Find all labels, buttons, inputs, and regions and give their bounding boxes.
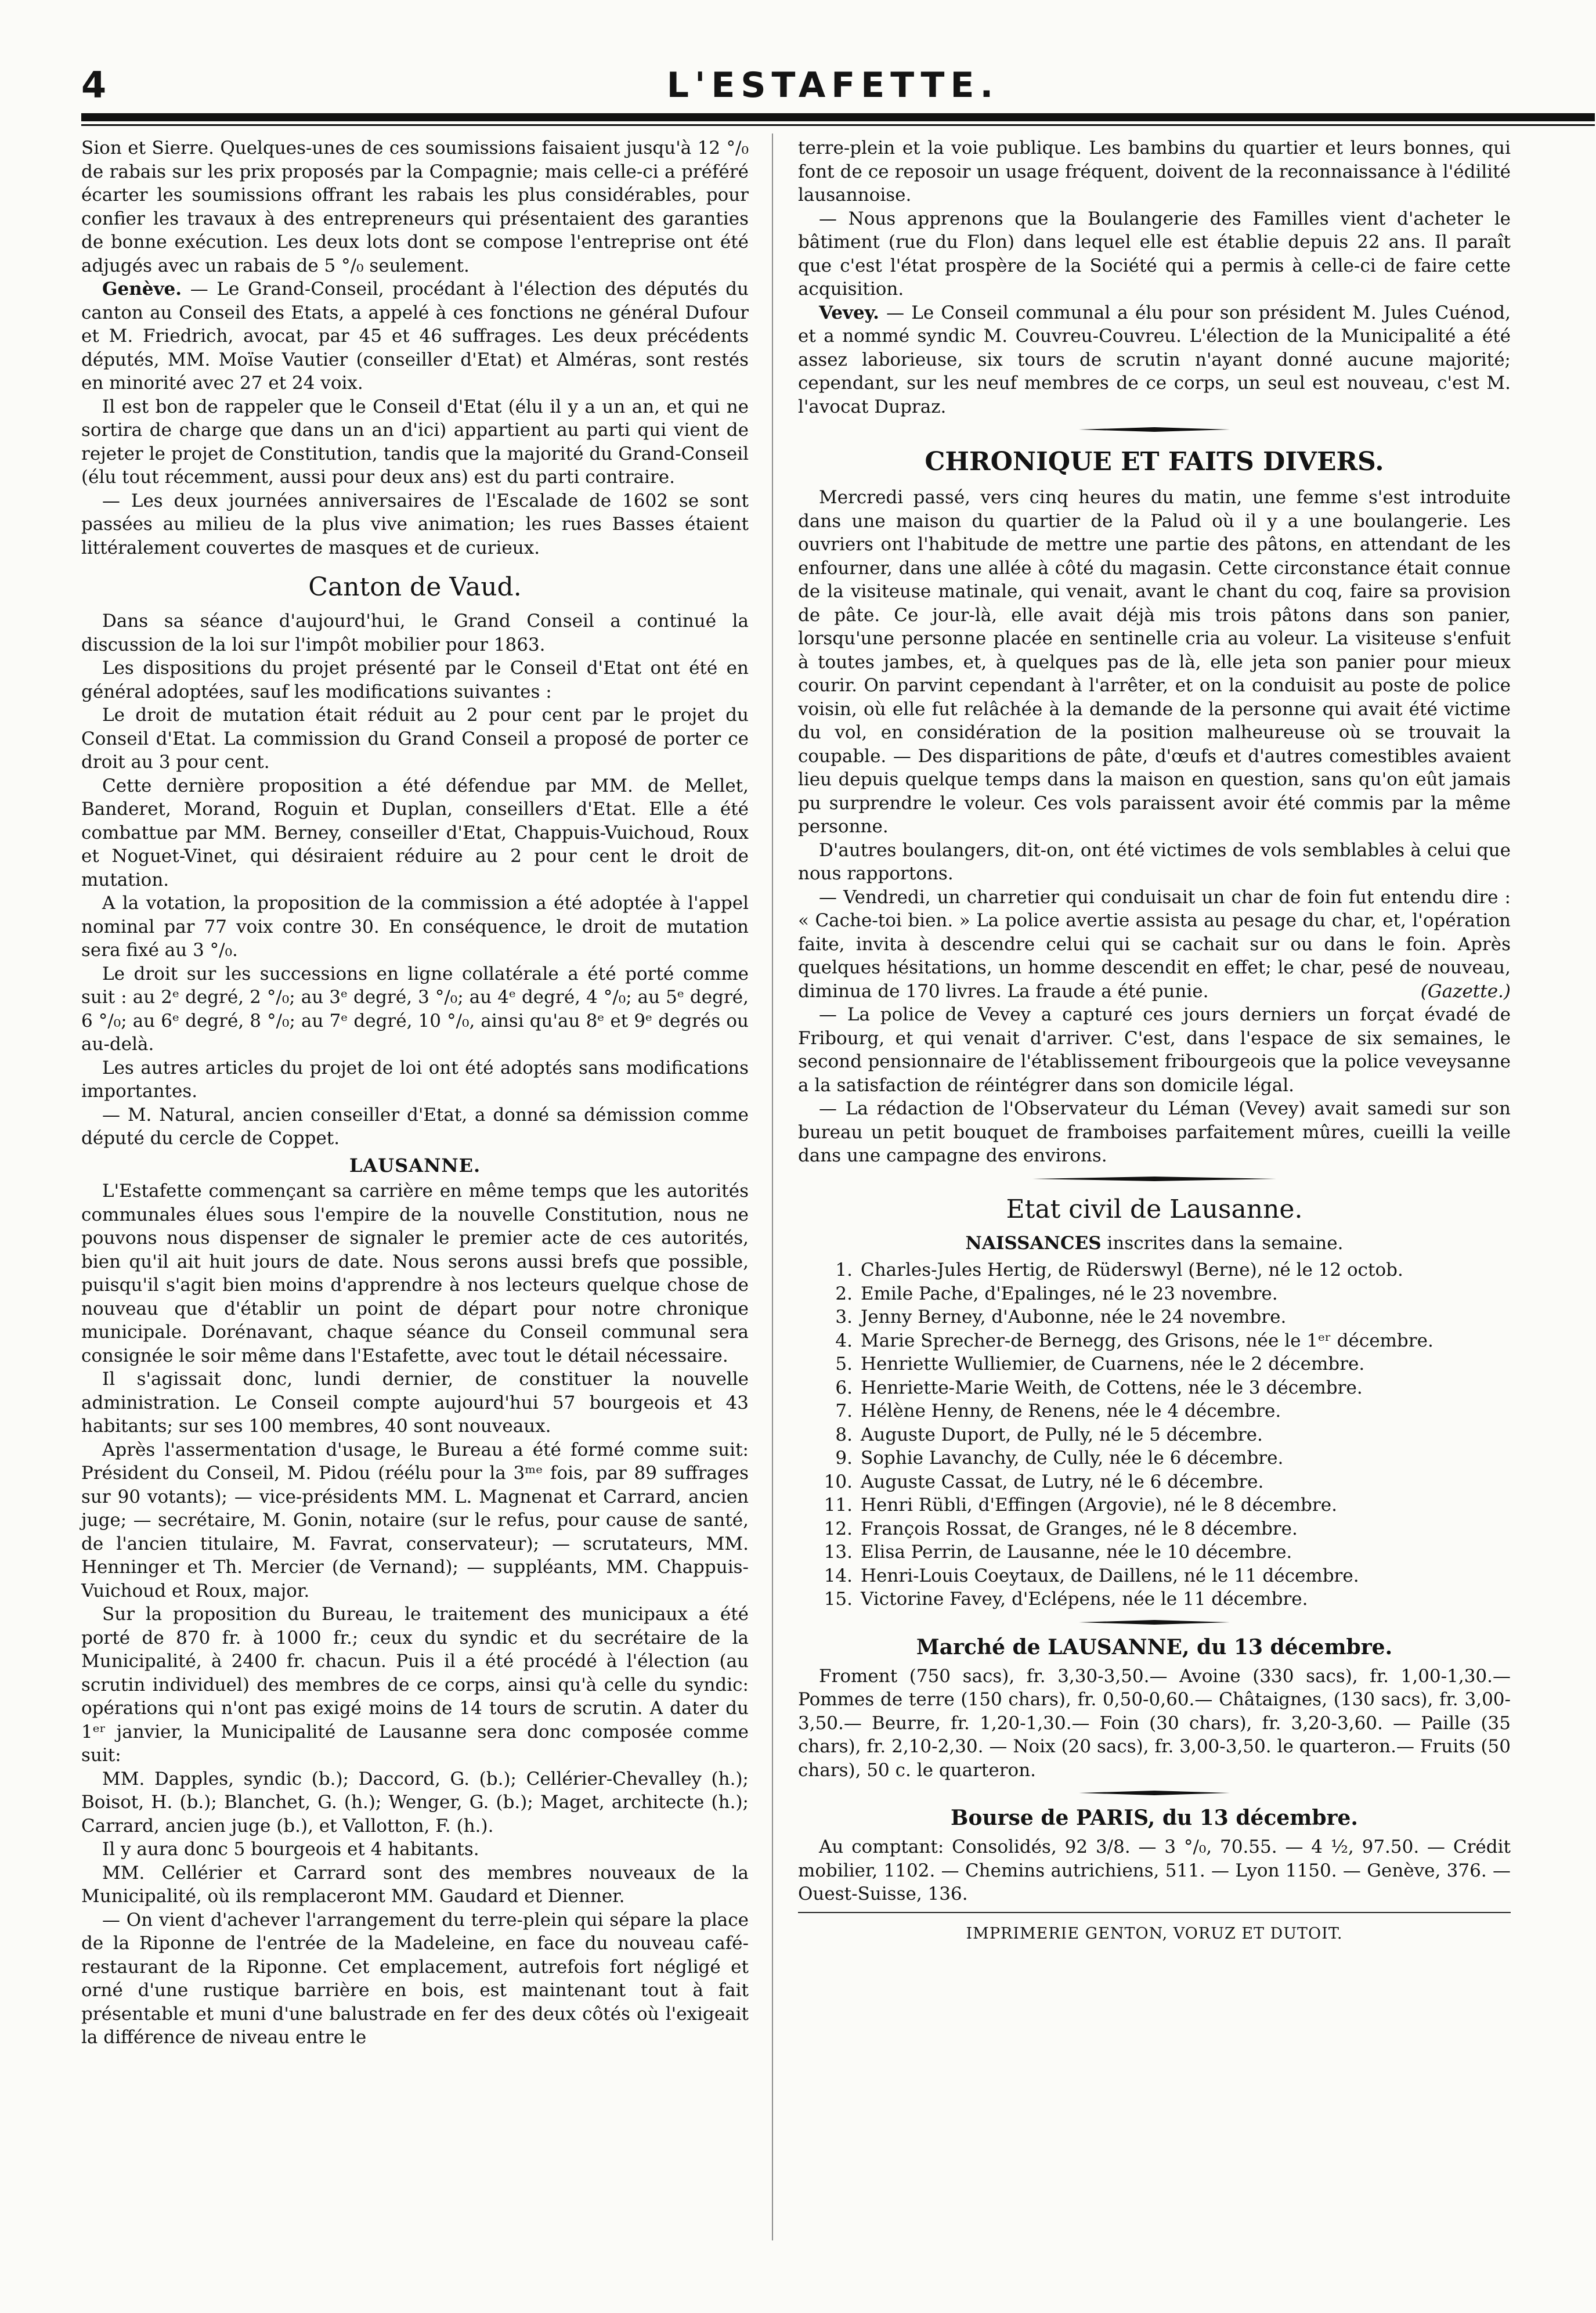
left-column <box>81 136 749 2049</box>
naissance-number: 3. <box>835 1307 853 1327</box>
naissance-text: François Rossat, de Granges, né le 8 décembre. <box>861 1518 1298 1539</box>
naissance-number: 7. <box>835 1401 853 1421</box>
section-title-lausanne: LAUSANNE. <box>349 1154 481 1177</box>
naissance-number: 8. <box>835 1424 853 1445</box>
article-text: — Vendredi, un charretier qui conduisait un char de foin fut entendu dire : « Cache-toi bien. » La police avertie assista au pesage du char, et, l'opération faite, invita à descendre celui qui se cachait sur ou dans le foin. Après quelques hésitations, un homme descendit en effet; le char, pesé de nouveau, diminua de 170 livres. La fraude a été punie. <box>798 886 1511 1002</box>
masthead <box>81 64 1596 110</box>
article-paragraph: Les dispositions du projet présenté par le Conseil d'Etat ont été en général adoptées, sauf les modifications suivantes : <box>81 658 749 702</box>
article-paragraph: Sion et Sierre. Quelques-unes de ces soumissions faisaient jusqu'à 12 °/₀ de rabais sur les prix proposés par la Compagnie; mais celle-ci a préféré écarter les soumissions offrant les rabais les plus considérables, pour confier les travaux à des entrepreneurs qui présentaient des garanties de bonne exécution. Les deux lots dont se compose l'entreprise ont été adjugés avec un rabais de 5 °/₀ seulement. <box>81 138 749 276</box>
naissance-item <box>798 1258 1511 1282</box>
article-paragraph: terre-plein et la voie publique. Les bambins du quartier et leurs bonnes, qui font de ce reposoir un usage fréquent, doivent de la reconnaissance à l'édilité lausannoise. <box>798 138 1511 205</box>
naissance-item <box>798 1352 1511 1376</box>
naissance-item <box>798 1282 1511 1306</box>
naissance-item <box>798 1517 1511 1541</box>
naissance-text: Henri-Louis Coeytaux, de Daillens, né le 11 décembre. <box>861 1565 1359 1586</box>
vevey-paragraph <box>798 301 1511 419</box>
article-paragraph: Mercredi passé, vers cinq heures du matin, une femme s'est introduite dans une maison du quartier de la Palud où il y a une boulangerie. Les ouvriers ont l'habitude de mettre une partie des pâtons, en attendant de les enfourner, dans une allée à côté du magasin. Cette circonstance était connue de la visiteuse matinale, qui venait, avant le chant du coq, faire sa provision de pâte. Ce jour-là, elle avait déjà mis trois pâtons dans son panier, lorsqu'une personne placée en sentinelle cria au voleur. La visiteuse s'enfuit à toutes jambes, et, à quelques pas de là, elle jeta son panier pour mieux courir. On parvint cependant à l'arrêter, et on la conduisit au poste de police voisin, où elle fut relâchée à la demande de la personne qui avait été victime du vol, en considération de la position malheureuse où se trouvait la coupable. — Des disparitions de pâte, d'œufs et d'autres comestibles avaient lieu depuis quelque temps dans la maison en question, sans qu'on eût jamais pu surprendre le voleur. Ces vols paraissent avoir été commis par la même personne. <box>798 487 1511 837</box>
naissance-text: Henriette Wulliemier, de Cuarnens, née le 2 décembre. <box>861 1354 1365 1374</box>
newspaper-title: L'ESTAFETTE. <box>666 65 999 106</box>
section-title-vaud: Canton de Vaud. <box>308 572 522 602</box>
article-paragraph: Il y aura donc 5 bourgeois et 4 habitants. <box>102 1839 479 1860</box>
naissance-number: 14. <box>824 1565 853 1586</box>
masthead-rule <box>81 113 1595 121</box>
ornament-divider <box>1032 1176 1276 1182</box>
article-paragraph: — Nous apprenons que la Boulangerie des Familles vient d'acheter le bâtiment (rue du Flon) dans lequel elle est établie depuis 22 ans. Il paraît que c'est l'état prospère de la Société qui a permis à celle-ci de faire cette acquisition. <box>798 208 1511 300</box>
naissance-number: 10. <box>824 1471 853 1492</box>
article-paragraph: L'Estafette commençant sa carrière en même temps que les autorités communales élues sous l'empire de la nouvelle Constitution, nous ne pouvons nous dispenser de signaler le premier acte de ces autorités, bien qu'il ait huit jours de date. Nous serons aussi brefs que possible, puisqu'il s'agit bien moins d'apprendre à nos lecteurs quelque chose de nouveau que d'établir un point de départ pour notre chronique municipale. Dorénavant, chaque séance du Conseil communal sera consignée le soir même dans l'Estafette, avec tout le détail nécessaire. <box>81 1181 749 1366</box>
naissance-item <box>798 1329 1511 1353</box>
naissance-text: Elisa Perrin, de Lausanne, née le 10 décembre. <box>861 1542 1292 1563</box>
article-paragraph: A la votation, la proposition de la commission a été adoptée à l'appel nominal par 77 voix contre 30. En conséquence, le droit de mutation sera fixé au 3 °/₀. <box>81 893 749 961</box>
bourse-paragraph: Au comptant: Consolidés, 92 3/8. — 3 °/₀, 70.55. — 4 ½, 97.50. — Crédit mobilier, 1102. — Chemins autrichiens, 511. — Lyon 1150. — Genève, 376. — Ouest-Suisse, 136. <box>798 1836 1511 1904</box>
article-paragraph: MM. Dapples, syndic (b.); Daccord, G. (b.); Cellérier-Chevalley (h.); Boisot, H. (b.); Blanchet, G. (h.); Wenger, G. (b.); Maget, architecte (h.); Carrard, ancien juge (b.), et Vallotton, F. (h.). <box>81 1768 749 1836</box>
geneve-paragraph <box>81 277 749 395</box>
section-title-etat-civil: Etat civil de Lausanne. <box>1006 1194 1303 1224</box>
naissances-subhead <box>798 1232 1511 1255</box>
section-title-marche: Marché de LAUSANNE, du 13 décembre. <box>916 1634 1393 1659</box>
article-paragraph: — M. Natural, ancien conseiller d'Etat, a donné sa démission comme député du cercle de Coppet. <box>81 1104 749 1149</box>
naissance-number: 4. <box>835 1330 853 1351</box>
printer-imprint: IMPRIMERIE GENTON, VORUZ ET DUTOIT. <box>798 1912 1511 1946</box>
article-paragraph: Le droit sur les successions en ligne collatérale a été porté comme suit : au 2ᵉ degré, 2 °/₀; au 3ᵉ degré, 3 °/₀; au 4ᵉ degré, 4 °/₀; au 5ᵉ degré, 6 °/₀; au 6ᵉ degré, 8 °/₀; au 7ᵉ degré, 10 °/₀, ainsi qu'au 8ᵉ et 9ᵉ degrés ou au-delà. <box>81 963 749 1055</box>
article-paragraph: Après l'assermentation d'usage, le Bureau a été formé comme suit: Président du Conseil, M. Pidou (réélu pour la 3ᵐᵉ fois, par 89 suffrages sur 90 votants); — vice-présidents MM. L. Magnenat et Carrard, ancien juge; — secrétaire, M. Gonin, notaire (sur le refus, pour cause de santé, de l'ancien titulaire, M. Favrat, conservateur); — scrutateurs, MM. Henninger et Th. Mercier (de Vernand); — suppléants, MM. Chappuis-Vuichoud et Roux, major. <box>81 1439 749 1601</box>
naissance-item <box>798 1423 1511 1447</box>
naissance-number: 15. <box>824 1589 853 1610</box>
naissance-item <box>798 1470 1511 1494</box>
article-paragraph: Cette dernière proposition a été défendue par MM. de Mellet, Banderet, Morand, Roguin et Duplan, conseillers d'Etat. Elle a été combattue par MM. Berney, conseiller d'Etat, Chappuis-Vuichoud, Roux et Noguet-Vinet, qui désiraient réduire au 2 pour cent le droit de mutation. <box>81 775 749 890</box>
article-paragraph: — La police de Vevey a capturé ces jours derniers un forçat évadé de Fribourg, et qui venait d'arriver. C'est, dans l'espace de six semaines, le second pensionnaire de l'établissement fribourgeois que la police veveysanne a la satisfaction de réintégrer dans son domicile légal. <box>798 1004 1511 1096</box>
source-credit: (Gazette.) <box>1420 980 1511 1002</box>
article-paragraph: — Les deux journées anniversaires de l'Escalade de 1602 se sont passées au milieu de la plus vive animation; les rues Basses étaient littéralement couvertes de masques et de curieux. <box>81 490 749 558</box>
naissance-text: Henri Rübli, d'Effingen (Argovie), né le 8 décembre. <box>861 1495 1337 1515</box>
naissance-item <box>798 1376 1511 1400</box>
naissance-item <box>798 1446 1511 1470</box>
ornament-divider <box>1079 1619 1230 1625</box>
naissances-heading: NAISSANCES <box>965 1232 1102 1254</box>
ornament-divider <box>1079 1790 1230 1796</box>
naissance-number: 9. <box>835 1448 853 1468</box>
vevey-text: — Le Conseil communal a élu pour son président M. Jules Cuénod, et a nommé syndic M. Couvreu-Couvreu. L'élection de la Municipalité a été assez laborieuse, six tours de scrutin n'ayant donné aucune majorité; cependant, sur les neuf membres de ce corps, un seul est nouveau, c'est M. l'avocat Dupraz. <box>798 302 1511 417</box>
naissance-text: Henriette-Marie Weith, de Cottens, née le 3 décembre. <box>861 1377 1363 1398</box>
vevey-heading: Vevey. <box>819 302 879 323</box>
section-title-bourse: Bourse de PARIS, du 13 décembre. <box>951 1806 1358 1830</box>
article-paragraph: Dans sa séance d'aujourd'hui, le Grand Conseil a continué la discussion de la loi sur l'impôt mobilier pour 1863. <box>81 611 749 655</box>
article-paragraph: Le droit de mutation était réduit au 2 pour cent par le projet du Conseil d'Etat. La commission du Grand Conseil a proposé de porter ce droit au 3 pour cent. <box>81 705 749 773</box>
market-paragraph: Froment (750 sacs), fr. 3,30-3,50.— Avoine (330 sacs), fr. 1,00-1,30.— Pommes de terre (150 chars), fr. 0,50-0,60.— Châtaignes, (130 sacs), fr. 3,00-3,50.— Beurre, fr. 1,20-1,30.— Foin (30 chars), fr. 3,20-3,60. — Paille (35 chars), fr. 2,10-2,30. — Noix (20 sacs), fr. 3,00-3,50. le quarteron.— Fruits (50 chars), 50 c. le quarteron. <box>798 1665 1511 1781</box>
naissance-item <box>798 1305 1511 1329</box>
page-number: 4 <box>81 64 107 106</box>
article-paragraph: Il est bon de rappeler que le Conseil d'Etat (élu il y a un an, et qui ne sortira de charge que dans un an d'ici) appartient au parti qui vient de rejeter le projet de Constitution, tandis que la majorité du Grand-Conseil (élu tout récemment, aussi pour deux ans) est du parti contraire. <box>81 396 749 488</box>
naissance-text: Hélène Henny, de Renens, née le 4 décembre. <box>861 1401 1281 1421</box>
naissance-text: Auguste Cassat, de Lutry, né le 6 décembre. <box>861 1471 1264 1492</box>
naissance-number: 13. <box>824 1542 853 1563</box>
naissance-text: Charles-Jules Hertig, de Rüderswyl (Berne), né le 12 octob. <box>861 1260 1403 1280</box>
geneve-heading: Genève. <box>102 279 182 300</box>
naissance-number: 12. <box>824 1518 853 1539</box>
naissance-text: Victorine Favey, d'Eclépens, née le 11 décembre. <box>861 1589 1308 1610</box>
right-column <box>798 136 1511 1946</box>
naissance-number: 11. <box>824 1495 853 1515</box>
naissance-item <box>798 1564 1511 1588</box>
article-paragraph: Sur la proposition du Bureau, le traitement des municipaux a été porté de 870 fr. à 1000 fr.; ceux du syndic et du secrétaire de la Municipalité, à 2400 fr. chacun. Puis il a été procédé à l'élection (au scrutin individuel) des membres de ce corps, ainsi qu'à celle du syndic: opérations qui n'ont pas exigé moins de 14 tours de scrutin. A dater du 1ᵉʳ janvier, la Municipalité de Lausanne sera donc composée comme suit: <box>81 1604 749 1766</box>
naissance-text: Auguste Duport, de Pully, né le 5 décembre. <box>861 1424 1263 1445</box>
naissance-text: Emile Pache, d'Epalinges, né le 23 novembre. <box>861 1283 1278 1304</box>
article-paragraph: MM. Cellérier et Carrard sont des membres nouveaux de la Municipalité, où ils remplaceront MM. Gaudard et Dienner. <box>81 1862 749 1907</box>
naissances-subtitle: inscrites dans la semaine. <box>1107 1232 1344 1254</box>
ornament-divider <box>1079 427 1230 432</box>
naissance-item <box>798 1540 1511 1564</box>
article-paragraph: — On vient d'achever l'arrangement du terre-plein qui sépare la place de la Riponne de l'entrée de la Madeleine, en face du nouveau café-restaurant de la Riponne. Cet emplacement, autrefois fort négligé et orné d'une rustique barrière en bois, est maintenant tout à fait présentable et muni d'une balustrade en fer des deux côtés où l'exigeait la différence de niveau entre le <box>81 1909 749 2048</box>
naissance-number: 1. <box>835 1260 853 1280</box>
naissances-list <box>798 1258 1511 1611</box>
naissance-item <box>798 1493 1511 1517</box>
article-paragraph: D'autres boulangers, dit-on, ont été victimes de vols semblables à celui que nous rapportons. <box>798 839 1511 884</box>
naissance-text: Sophie Lavanchy, de Cully, née le 6 décembre. <box>861 1448 1284 1468</box>
naissance-text: Marie Sprecher-de Bernegg, des Grisons, née le 1ᵉʳ décembre. <box>861 1330 1433 1351</box>
article-paragraph: — La rédaction de l'Observateur du Léman (Vevey) avait samedi sur son bureau un petit bouquet de framboises parfaitement mûres, cueilli la veille dans une campagne des environs. <box>798 1098 1511 1166</box>
section-title-chronique: CHRONIQUE ET FAITS DIVERS. <box>925 447 1384 477</box>
naissance-item <box>798 1587 1511 1611</box>
article-paragraph: Les autres articles du projet de loi ont été adoptés sans modifications importantes. <box>81 1057 749 1102</box>
naissance-number: 2. <box>835 1283 853 1304</box>
masthead-rule-thin <box>81 124 1595 126</box>
naissance-number: 6. <box>835 1377 853 1398</box>
geneve-text: — Le Grand-Conseil, procédant à l'élection des députés du canton au Conseil des Etats, a appelé à ces fonctions ne général Dufour et M. Friedrich, avocat, par 45 et 46 suffrages. Les deux précédents députés, MM. Moïse Vautier (conseiller d'Etat) et Alméras, sont restés en minorité avec 27 et 24 voix. <box>81 279 749 394</box>
naissance-number: 5. <box>835 1354 853 1374</box>
article-paragraph: Il s'agissait donc, lundi dernier, de constituer la nouvelle administration. Le Conseil compte aujourd'hui 57 bourgeois et 43 habitants; sur ses 100 membres, 40 sont nouveaux. <box>81 1369 749 1437</box>
naissance-text: Jenny Berney, d'Aubonne, née le 24 novembre. <box>861 1307 1287 1327</box>
column-divider <box>772 133 773 2240</box>
article-paragraph <box>798 886 1511 1004</box>
naissance-item <box>798 1399 1511 1423</box>
